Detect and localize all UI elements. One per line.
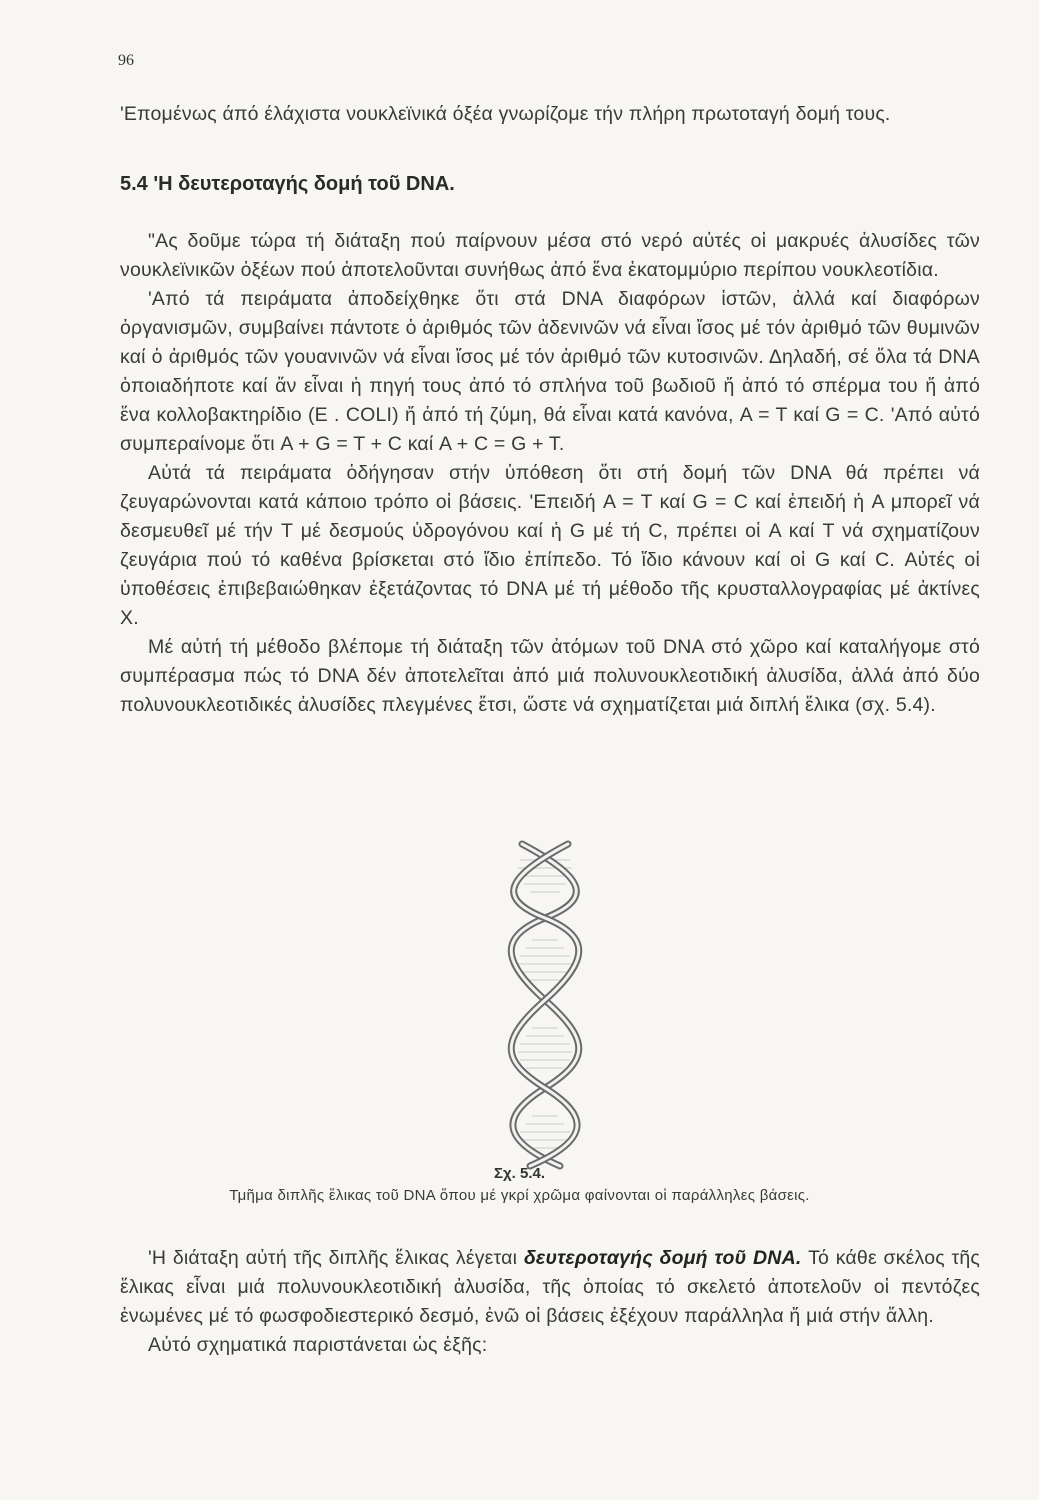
main-text-block — [120, 227, 980, 720]
intro-paragraph: 'Επομένως άπό έλάχιστα νουκλεϊνικά όξέα γνωρίζομε τήν πλήρη πρωτοταγή δομή τους. — [120, 103, 891, 125]
figure-caption: Τμῆμα διπλῆς ἕλικας τοῦ DNA ὅπου μέ γκρί χρῶμα φαίνονται οἱ παράλληλες βάσεις. — [229, 1187, 810, 1204]
paragraph-helix-intro: "Ας δοῦμε τώρα τή διάταξη πού παίρνουν μέσα στό νερό αὐτές οἱ μακρυές ἀλυσίδες τῶν νουκλεϊνικῶν ὀξέων πού ἀποτελοῦνται συνήθως ἀπό ἕνα ἑκατομμύριο περίπου νουκλεοτίδια. — [120, 230, 980, 281]
paragraph-xray-method: Μέ αὐτή τή μέθοδο βλέπομε τή διάταξη τῶν ἀτόμων τοῦ DNA στό χῶρο καί καταλήγομε στό συμπέρασμα πώς τό DNA δέν ἀποτελεῖται ἀπό μιά πολυνουκλεοτιδική ἀλυσίδα, ἀλλά ἀπό δύο πολυνουκλεοτιδικές ἀλυσίδες πλεγμένες ἔτσι, ὥστε νά σχηματίζεται μιά διπλή ἕλικα (σχ. 5.4). — [120, 636, 980, 716]
intro-paragraph-block — [120, 100, 980, 129]
paragraph-secondary-structure — [120, 1244, 980, 1331]
dna-helix-illustration — [500, 840, 590, 1170]
dna-helix-figure — [500, 840, 590, 1170]
secondary-structure-term: δευτεροταγής δομή τοῦ DNA. — [523, 1247, 802, 1269]
page-number: 96 — [118, 52, 134, 69]
paragraph-base-pairing: Αὐτά τά πειράματα ὁδήγησαν στήν ὑπόθεση ὅτι στή δομή τῶν DNA θά πρέπει νά ζευγαρώνονται κατά κάποιο τρόπο οἱ βάσεις. 'Επειδή A = T καί G = C καί ἐπειδή ἡ A μπορεῖ νά δεσμευθεῖ μέ τήν T μέ δεσμούς ὑδρογόνου καί ἡ G μέ τή C, πρέπει οἱ A καί T νά σχηματίζουν ζευγάρια πού τό καθένα βρίσκεται στό ἴδιο ἐπίπεδο. Τό ἴδιο κάνουν καί οἱ G καί C. Αὐτές οἱ ὑποθέσεις ἐπιβεβαιώθηκαν ἐξετάζοντας τό DNA μέ τή μέθοδο τῆς κρυσταλλογραφίας μέ ἀκτίνες X. — [120, 462, 980, 629]
section-heading: 5.4 'Η δευτεροταγής δομή τοῦ DNA. — [120, 173, 455, 195]
figure-label: Σχ. 5.4. — [494, 1165, 545, 1182]
bottom-text-block — [120, 1244, 980, 1360]
paragraph-chargaff: 'Από τά πειράματα ἀποδείχθηκε ὅτι στά DNA διαφόρων ἱστῶν, ἀλλά καί διαφόρων ὀργανισμῶν, συμβαίνει πάντοτε ὁ ἀριθμός τῶν ἀδενινῶν νά εἶναι ἴσος μέ τόν ἀριθμό τῶν θυμινῶν καί ὁ ἀριθμός τῶν γουανινῶν νά εἶναι ἴσος μέ τόν ἀριθμό τῶν κυτοσινῶν. Δηλαδή, σέ ὅλα τά DNA ὁποιαδήποτε καί ἄν εἶναι ἡ πηγή τους ἀπό τό σπλήνα τοῦ βωδιοῦ ἤ ἀπό τό σπέρμα του ἤ ἀπό ἕνα κολλοβακτηρίδιο (E . COLI) ἤ ἀπό τή ζύμη, θά εἶναι κατά κανόνα, A = T καί G = C. 'Από αὐτό συμπεραίνομε ὅτι A + G = T + C καί A + C = G + T. — [120, 288, 980, 455]
secondary-structure-intro: 'Η διάταξη αὐτή τῆς διπλῆς ἕλικας λέγεται — [148, 1247, 524, 1269]
paragraph-schematic: Αὐτό σχηματικά παριστάνεται ὡς ἑξῆς: — [148, 1334, 488, 1356]
secondary-structure-description: Τό κάθε σκέλος τῆς ἕλικας εἶναι μιά πολυνουκλεοτιδική ἀλυσίδα, τῆς ὁποίας τό σκελετό ἀποτελοῦν οἱ πεντόζες ἑνωμένες μέ τό φωσφοδιεστερικό δεσμό, ἐνῶ οἱ βάσεις ἐξέχουν παράλληλα ἤ μιά στήν ἄλλη. — [120, 1247, 980, 1327]
